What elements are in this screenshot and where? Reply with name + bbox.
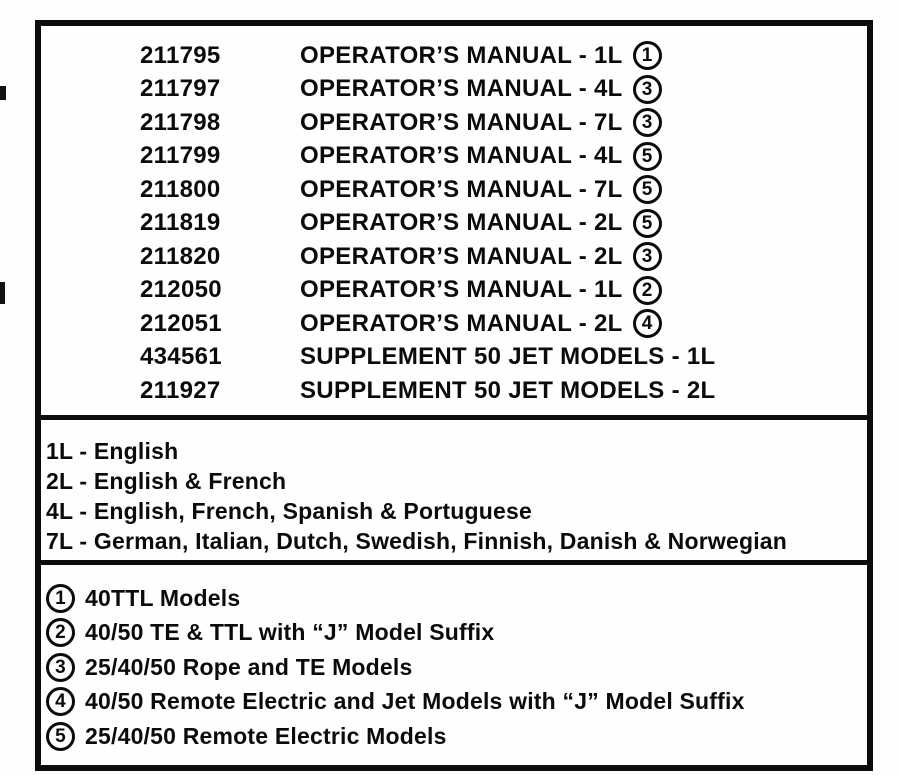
part-description: OPERATOR’S MANUAL - 1L [300, 276, 623, 304]
model-note-text: 40TTL Models [85, 584, 241, 611]
model-note-line [46, 581, 867, 616]
circled-note-icon [633, 41, 662, 70]
parts-table-box [35, 20, 873, 771]
note-number: 5 [641, 179, 653, 201]
circled-note-icon [633, 276, 662, 305]
note-number: 5 [641, 145, 653, 167]
circled-note-icon [633, 75, 662, 104]
part-row [41, 73, 867, 107]
model-note-text: 25/40/50 Remote Electric Models [85, 722, 447, 749]
part-number: 212051 [140, 309, 222, 337]
model-note-line [46, 685, 867, 720]
note-number: 2 [55, 622, 66, 644]
part-number: 211799 [140, 142, 221, 170]
part-description: SUPPLEMENT 50 JET MODELS - 1L [300, 343, 716, 371]
model-notes-section [41, 560, 867, 765]
note-number: 3 [641, 78, 653, 100]
part-row [41, 374, 867, 408]
note-number: 3 [641, 112, 653, 134]
circled-note-icon [633, 175, 662, 204]
note-number: 4 [55, 691, 66, 713]
note-number: 2 [641, 279, 653, 301]
scan-artifact [0, 86, 6, 100]
note-number: 4 [641, 313, 653, 335]
circled-note-icon [633, 242, 662, 271]
language-code-line: 4L - English, French, Spanish & Portuguese [46, 498, 532, 524]
part-number: 211795 [140, 41, 221, 69]
part-row [41, 274, 867, 308]
note-number: 3 [55, 656, 66, 678]
part-row [41, 106, 867, 140]
note-number: 1 [641, 45, 653, 67]
part-description: OPERATOR’S MANUAL - 4L [300, 75, 623, 103]
note-number: 1 [55, 587, 66, 609]
part-number: 211798 [140, 108, 221, 136]
part-row [41, 341, 867, 375]
model-note-text: 25/40/50 Rope and TE Models [85, 653, 413, 680]
part-description: OPERATOR’S MANUAL - 4L [300, 142, 623, 170]
language-code-line: 7L - German, Italian, Dutch, Swedish, Finnish, Danish & Norwegian [46, 528, 788, 554]
part-number: 211800 [140, 175, 221, 203]
circled-note-icon [46, 722, 75, 751]
part-number: 211820 [140, 242, 221, 270]
model-note-text: 40/50 Remote Electric and Jet Models with “J” Model Suffix [85, 688, 745, 715]
part-number: 211927 [140, 376, 221, 404]
language-code-line: 2L - English & French [46, 468, 287, 494]
part-description: OPERATOR’S MANUAL - 7L [300, 108, 623, 136]
language-code-line: 1L - English [46, 438, 179, 464]
circled-note-icon [633, 209, 662, 238]
circled-note-icon [633, 142, 662, 171]
note-number: 5 [55, 725, 66, 747]
part-description: OPERATOR’S MANUAL - 7L [300, 175, 623, 203]
model-note-text: 40/50 TE & TTL with “J” Model Suffix [85, 619, 495, 646]
part-description: OPERATOR’S MANUAL - 2L [300, 209, 623, 237]
part-row [41, 140, 867, 174]
language-codes-section [41, 415, 867, 560]
part-row [41, 207, 867, 241]
note-number: 3 [641, 246, 653, 268]
part-description: OPERATOR’S MANUAL - 1L [300, 41, 623, 69]
model-note-line [46, 719, 867, 754]
part-number: 211819 [140, 209, 221, 237]
part-row [41, 240, 867, 274]
scan-artifact [0, 282, 5, 304]
part-number: 434561 [140, 343, 222, 371]
part-row [41, 307, 867, 341]
part-description: SUPPLEMENT 50 JET MODELS - 2L [300, 376, 716, 404]
part-number: 211797 [140, 75, 221, 103]
part-number: 212050 [140, 276, 222, 304]
circled-note-icon [46, 653, 75, 682]
note-number: 5 [641, 212, 653, 234]
part-row [41, 39, 867, 73]
circled-note-icon [46, 618, 75, 647]
model-note-line [46, 616, 867, 651]
model-note-line [46, 650, 867, 685]
part-row [41, 173, 867, 207]
circled-note-icon [46, 687, 75, 716]
circled-note-icon [633, 108, 662, 137]
parts-list-section [41, 26, 867, 415]
circled-note-icon [633, 309, 662, 338]
part-description: OPERATOR’S MANUAL - 2L [300, 309, 623, 337]
part-description: OPERATOR’S MANUAL - 2L [300, 242, 623, 270]
circled-note-icon [46, 584, 75, 613]
